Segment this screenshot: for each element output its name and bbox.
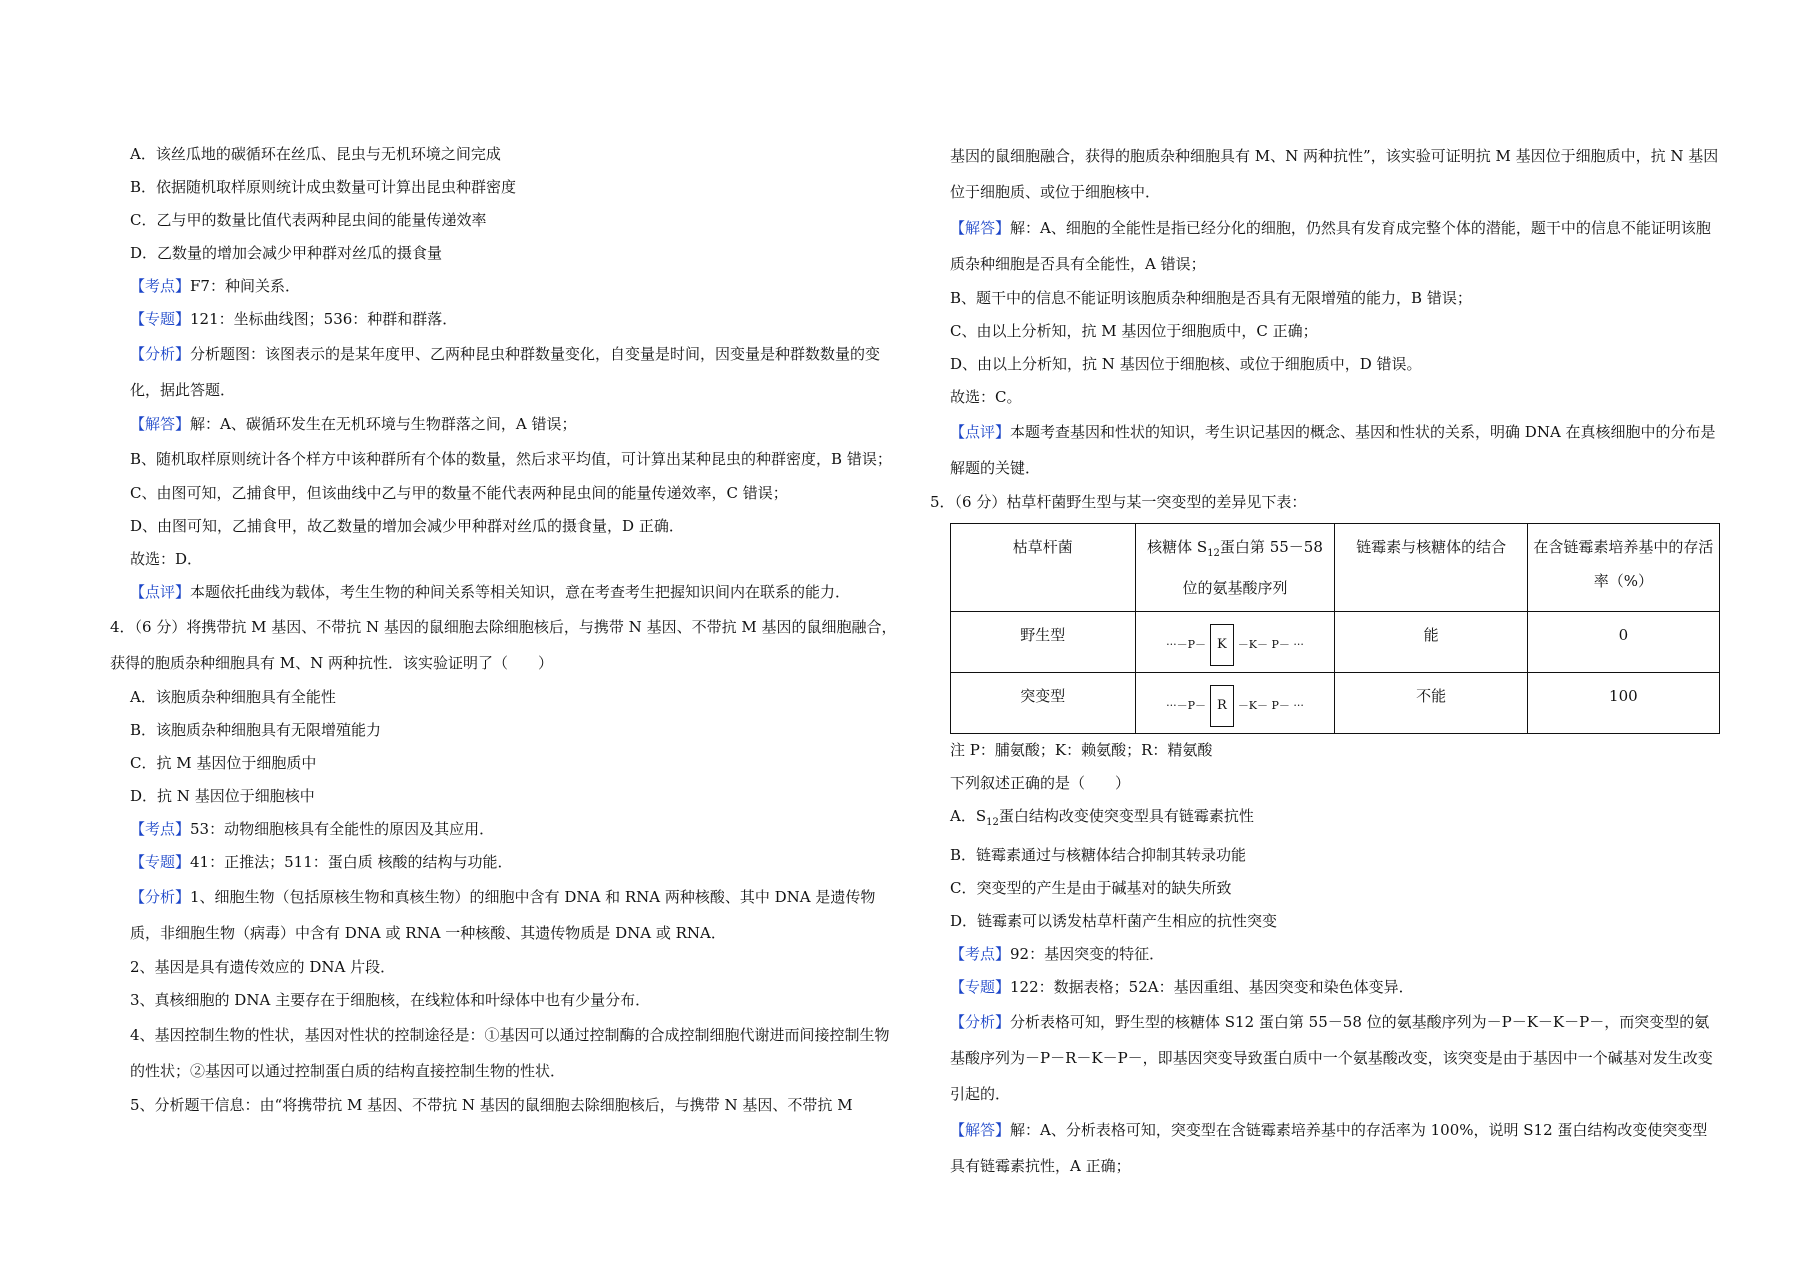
q5-option-d: D．链霉素可以诱发枯草杆菌产生相应的抗性突变: [950, 912, 1278, 930]
sequence-suffix: －K－ P－ ···: [1237, 638, 1304, 651]
table-cell-rate: 0: [1527, 612, 1719, 673]
q4-jieda-line-a: 解：A、细胞的全能性是指已经分化的细胞，仍然具有发育成完整个体的潜能，题干中的信息不能证明该胞质杂种细胞是否具有全能性，A 错误；: [950, 219, 1711, 273]
q5-option-a: [950, 800, 1720, 839]
q3-option-b: B．依据随机取样原则统计成虫数量可计算出昆虫种群密度: [130, 178, 517, 196]
q5-option-c: C．突变型的产生是由于碱基对的缺失所致: [950, 879, 1232, 897]
q5-kaodian-text: 92：基因突变的特征．: [1010, 945, 1165, 963]
q4-fenxi-1: [130, 879, 900, 951]
q3-option-a: A．该丝瓜地的碳循环在丝瓜、昆虫与无机环境之间完成: [130, 145, 501, 163]
table-cell-binding: 不能: [1335, 673, 1527, 734]
q4-fenxi-5: 5、分析题干信息：由“将携带抗 M 基因、不带抗 N 基因的鼠细胞去除细胞核后，与携带 N 基因、不带抗 M: [130, 1096, 853, 1114]
q4-answer: 故选：C。: [950, 388, 1022, 406]
sequence-prefix: ···－P－: [1166, 699, 1207, 712]
table-row: [951, 673, 1720, 734]
dianping-tag: 【点评】: [130, 583, 191, 601]
q3-jieda-line-b: B、随机取样原则统计各个样方中该种群所有个体的数量，然后求平均值，可计算出某种昆虫的种群密度，B 错误；: [130, 450, 892, 468]
q4-option-a: A．该胞质杂种细胞具有全能性: [130, 688, 336, 706]
q4-jieda-line-b: B、题干中的信息不能证明该胞质杂种细胞是否具有无限增殖的能力，B 错误；: [950, 289, 1472, 307]
q5-kaodian: [950, 938, 1720, 971]
sequence-suffix: －K－ P－ ···: [1237, 699, 1304, 712]
q5-option-a-prefix: A．S: [950, 807, 987, 825]
q4-dianping-text: 本题考查基因和性状的知识，考生识记基因的概念、基因和性状的关系，明确 DNA 在真核细胞中的分布是解题的关键．: [950, 423, 1716, 477]
q4-option-b: B．该胞质杂种细胞具有无限增殖能力: [130, 721, 382, 739]
table-header-row: [951, 524, 1720, 612]
jieda-tag: 【解答】: [950, 1121, 1011, 1139]
zhuanti-tag: 【专题】: [130, 310, 191, 328]
header-s-suffix: 蛋白第 55－58 位的氨基酸序列: [1182, 538, 1323, 597]
q5-option-a-subscript: 12: [986, 817, 999, 828]
header-s-subscript: 12: [1207, 548, 1220, 559]
table-cell-type: 野生型: [951, 612, 1136, 673]
table-header-cell: 在含链霉素培养基中的存活率（%）: [1527, 524, 1719, 612]
amino-acid-sequence: [1166, 624, 1304, 666]
q4-dianping: [950, 414, 1720, 486]
table-row: [951, 612, 1720, 673]
q4-jieda: [950, 210, 1720, 282]
q4-jieda-line-d: D、由以上分析知，抗 N 基因位于细胞核、或位于细胞质中，D 错误。: [950, 355, 1422, 373]
zhuanti-tag: 【专题】: [950, 978, 1011, 996]
q4-zhuanti: [130, 846, 900, 879]
q3-jieda-line-a: 解：A、碳循环发生在无机环境与生物群落之间，A 错误；: [190, 415, 577, 433]
kaodian-tag: 【考点】: [130, 277, 191, 295]
kaodian-tag: 【考点】: [950, 945, 1011, 963]
jieda-tag: 【解答】: [950, 219, 1011, 237]
table-cell-rate: 100: [1527, 673, 1719, 734]
amino-acid-sequence: [1166, 685, 1304, 727]
boxed-amino-acid: K: [1210, 624, 1234, 666]
q4-fenxi-3: 3、真核细胞的 DNA 主要存在于细胞核，在线粒体和叶绿体中也有少量分布．: [130, 991, 651, 1009]
q5-ask: 下列叙述正确的是（ ）: [950, 774, 1131, 792]
right-column: [930, 138, 1720, 1184]
q4-option-d: D．抗 N 基因位于细胞核中: [130, 787, 315, 805]
q3-jieda-line-c: C、由图可知，乙捕食甲，但该曲线中乙与甲的数量不能代表两种昆虫间的能量传递效率，C 错误；: [130, 484, 788, 502]
jieda-tag: 【解答】: [130, 415, 191, 433]
q3-option-d: D．乙数量的增加会减少甲种群对丝瓜的摄食量: [130, 244, 443, 262]
q3-answer: 故选：D．: [130, 550, 203, 568]
q3-kaodian: [130, 270, 900, 303]
q3-dianping: [130, 576, 900, 609]
q3-jieda-line-d: D、由图可知，乙捕食甲，故乙数量的增加会减少甲种群对丝瓜的摄食量，D 正确．: [130, 517, 684, 535]
q4-fenxi-2: 2、基因是具有遗传效应的 DNA 片段．: [130, 958, 396, 976]
table-note: 注 P：脯氨酸；K：赖氨酸；R：精氨酸: [950, 741, 1213, 759]
zhuanti-tag: 【专题】: [130, 853, 191, 871]
q5-stem: 5．（6 分）枯草杆菌野生型与某一突变型的差异见下表：: [930, 493, 1307, 511]
fenxi-tag: 【分析】: [950, 1013, 1011, 1031]
table-cell-sequence: [1135, 612, 1335, 673]
q3-fenxi-text: 分析题图：该图表示的是某年度甲、乙两种昆虫种群数量变化，自变量是时间，因变量是种群数数量的变化，据此答题．: [130, 345, 881, 399]
table-cell-sequence: [1135, 673, 1335, 734]
q5-zhuanti-text: 122：数据表格；52A：基因重组、基因突变和染色体变异．: [1010, 978, 1414, 996]
q3-jieda: [130, 408, 900, 441]
kaodian-tag: 【考点】: [130, 820, 191, 838]
q5-option-b: B．链霉素通过与核糖体结合抑制其转录功能: [950, 846, 1247, 864]
table-cell-type: 突变型: [951, 673, 1136, 734]
boxed-amino-acid: R: [1210, 685, 1234, 727]
fenxi-tag: 【分析】: [130, 888, 191, 906]
q4-kaodian-text: 53：动物细胞核具有全能性的原因及其应用．: [190, 820, 495, 838]
q3-zhuanti-text: 121：坐标曲线图；536：种群和群落．: [190, 310, 458, 328]
q5-jieda: [950, 1112, 1720, 1184]
q5-fenxi-text: 分析表格可知，野生型的核糖体 S12 蛋白第 55－58 位的氨基酸序列为－P－K－K－P－，而突变型的氨基酸序列为－P－R－K－P－，即基因突变导致蛋白质中一个氨基酸改变，该突变是由于基因中一个碱基对发生改变引起的．: [950, 1013, 1713, 1103]
q5-option-a-text: 蛋白结构改变使突变型具有链霉素抗性: [998, 807, 1254, 825]
q4-stem: 4．（6 分）将携带抗 M 基因、不带抗 N 基因的鼠细胞去除细胞核后，与携带 N 基因、不带抗 M 基因的鼠细胞融合，获得的胞质杂种细胞具有 M、N 两种抗性．该实验证明了（ ）: [110, 618, 897, 672]
table-header-cell: 枯草杆菌: [951, 524, 1136, 612]
q3-option-c: C．乙与甲的数量比值代表两种昆虫间的能量传递效率: [130, 211, 487, 229]
sequence-prefix: ···－P－: [1166, 638, 1207, 651]
left-column: [110, 138, 900, 1122]
q3-kaodian-text: F7：种间关系．: [190, 277, 300, 295]
table-header-cell: 链霉素与核糖体的结合: [1335, 524, 1527, 612]
q4-kaodian: [130, 813, 900, 846]
dianping-tag: 【点评】: [950, 423, 1011, 441]
q3-fenxi: [130, 336, 900, 408]
q5-zhuanti: [950, 971, 1720, 1004]
mutation-table: [950, 523, 1720, 734]
fenxi-tag: 【分析】: [130, 345, 191, 363]
q4-fenxi-1-text: 1、细胞生物（包括原核生物和真核生物）的细胞中含有 DNA 和 RNA 两种核酸、其中 DNA 是遗传物质，非细胞生物（病毒）中含有 DNA 或 RNA 一种核酸、其遗传物质是 DNA 或 RNA．: [130, 888, 876, 942]
q5-fenxi: [950, 1004, 1720, 1112]
q4-jieda-line-c: C、由以上分析知，抗 M 基因位于细胞质中，C 正确；: [950, 322, 1318, 340]
q5-jieda-text: 解：A、分析表格可知，突变型在含链霉素培养基中的存活率为 100%，说明 S12 蛋白结构改变使突变型具有链霉素抗性，A 正确；: [950, 1121, 1708, 1175]
table-cell-binding: 能: [1335, 612, 1527, 673]
q3-zhuanti: [130, 303, 900, 336]
table-header-cell: [1135, 524, 1335, 612]
header-s-prefix: 核糖体 S: [1147, 538, 1208, 556]
q4-zhuanti-text: 41：正推法；511：蛋白质 核酸的结构与功能．: [190, 853, 513, 871]
q4-fenxi-4: 4、基因控制生物的性状，基因对性状的控制途径是：①基因可以通过控制酶的合成控制细胞代谢进而间接控制生物的性状；②基因可以通过控制蛋白质的结构直接控制生物的性状．: [130, 1026, 890, 1080]
q4-fenxi-5-cont: 基因的鼠细胞融合，获得的胞质杂种细胞具有 M、N 两种抗性”，该实验可证明抗 M 基因位于细胞质中，抗 N 基因位于细胞质、或位于细胞核中．: [950, 147, 1719, 201]
q3-dianping-text: 本题依托曲线为载体，考生生物的种间关系等相关知识，意在考查考生把握知识间内在联系的能力．: [190, 583, 851, 601]
q4-option-c: C．抗 M 基因位于细胞质中: [130, 754, 317, 772]
